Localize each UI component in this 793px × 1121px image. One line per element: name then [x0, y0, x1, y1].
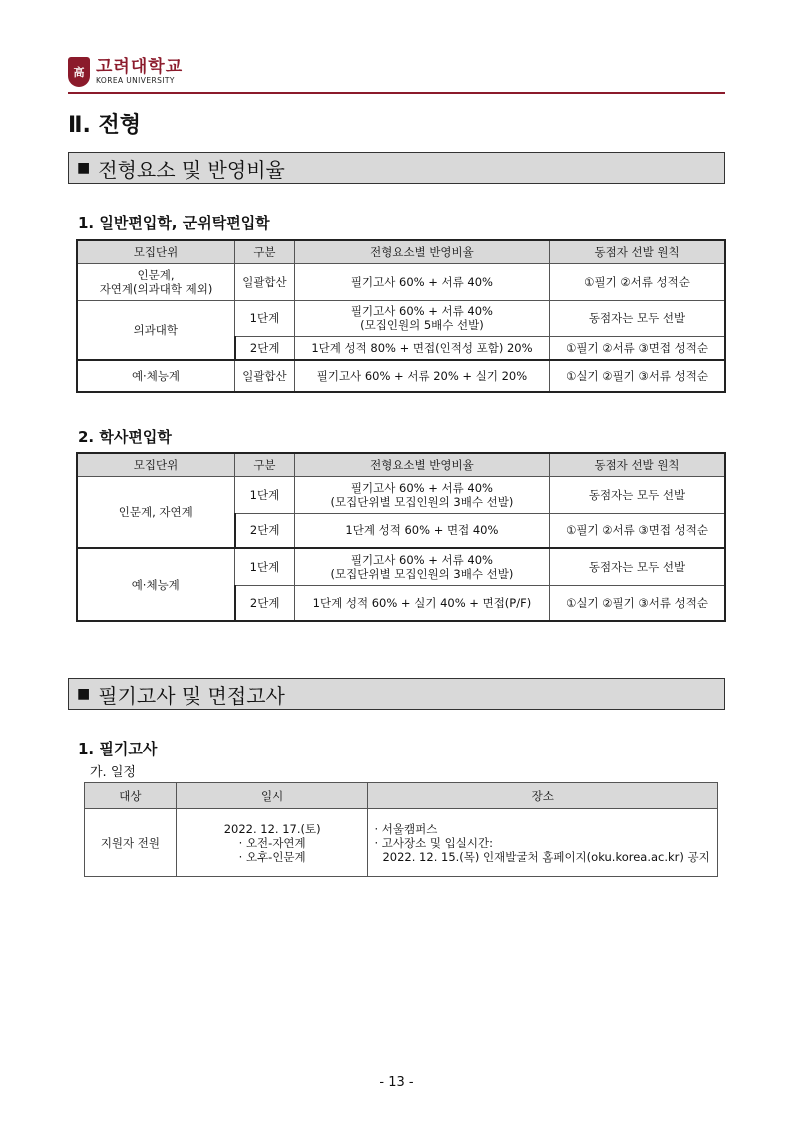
ratio-cell [294, 476, 549, 513]
table-row [77, 300, 725, 336]
place-line: 2022. 12. 15.(목) 인재발굴처 홈페이지(oku.korea.ac.kr) 공지 [382, 849, 710, 864]
item-title-schedule: 가. 일정 [90, 765, 136, 780]
date-line: 2022. 12. 17.(토) [223, 821, 321, 836]
unit-cell [77, 263, 235, 300]
type-cell: 1단계 [235, 300, 295, 336]
ratio-cell: 1단계 성적 60% + 면접 40% [294, 513, 549, 548]
column-header: 전형요소별 반영비율 [294, 240, 549, 263]
date-line: · 오전-자연계 [238, 835, 306, 850]
type-cell: 2단계 [235, 585, 295, 621]
logo-name-ko: 고려대학교 [96, 57, 184, 77]
ratio-line: (모집단위별 모집인원의 3배수 선발) [330, 566, 514, 581]
university-seal-icon: 高 [68, 57, 90, 87]
table-header-row [85, 783, 718, 809]
type-cell: 1단계 [235, 548, 295, 585]
table-row [77, 360, 725, 392]
logo-name-en: KOREA UNIVERSITY [96, 76, 175, 85]
type-cell: 일괄합산 [235, 263, 295, 300]
ratio-line: 필기고사 60% + 서류 40% [350, 480, 493, 495]
written-exam-schedule-table [84, 782, 718, 877]
column-header: 동점자 선발 원칙 [550, 240, 725, 263]
ratio-line: (모집단위별 모집인원의 3배수 선발) [330, 494, 514, 509]
subsection-title-written-exam: 1. 필기고사 [78, 740, 158, 758]
tie-rule-cell: ①필기 ②서류 성적순 [550, 263, 725, 300]
table-row [85, 809, 718, 877]
column-header: 모집단위 [77, 453, 235, 476]
place-line: · 서울캠퍼스 [374, 821, 438, 836]
column-header: 대상 [85, 783, 177, 809]
page-number: - 13 - [379, 1075, 414, 1090]
section-heading-exams [68, 678, 725, 710]
table-row [77, 263, 725, 300]
section-title: 필기고사 및 면접고사 [98, 683, 285, 708]
tie-rule-cell: ①필기 ②서류 ③면접 성적순 [550, 336, 725, 360]
section-heading-selection-ratio [68, 152, 725, 184]
table-row [77, 548, 725, 585]
type-cell: 2단계 [235, 513, 295, 548]
column-header: 일시 [176, 783, 368, 809]
ratio-line: (모집인원의 5배수 선발) [360, 318, 484, 332]
square-bullet-icon: ■ [77, 686, 91, 702]
date-line: · 오후-인문계 [238, 849, 306, 864]
logo-text [96, 58, 183, 86]
type-cell: 2단계 [235, 336, 295, 360]
ratio-cell: 필기고사 60% + 서류 20% + 실기 20% [294, 360, 549, 392]
column-header: 동점자 선발 원칙 [550, 453, 725, 476]
tie-rule-cell: ①실기 ②필기 ③서류 성적순 [550, 585, 725, 621]
tie-rule-cell: 동점자는 모두 선발 [550, 300, 725, 336]
subsection-title-bachelor-transfer: 2. 학사편입학 [78, 428, 172, 446]
tie-rule-cell: ①필기 ②서류 ③면접 성적순 [550, 513, 725, 548]
column-header: 구분 [235, 240, 295, 263]
tie-rule-cell: 동점자는 모두 선발 [550, 548, 725, 585]
unit-cell: 예·체능계 [77, 548, 235, 621]
ratio-cell [294, 300, 549, 336]
column-header: 모집단위 [77, 240, 235, 263]
general-transfer-table [76, 239, 726, 393]
table-header-row [77, 240, 725, 263]
section-title: 전형요소 및 반영비율 [98, 157, 285, 182]
university-logo [68, 56, 183, 88]
type-cell: 일괄합산 [235, 360, 295, 392]
unit-line: 자연계(의과대학 제외) [99, 281, 213, 296]
type-cell: 1단계 [235, 476, 295, 513]
unit-cell: 예·체능계 [77, 360, 235, 392]
table-row [77, 476, 725, 513]
unit-cell: 의과대학 [77, 300, 235, 360]
column-header: 장소 [368, 783, 718, 809]
ratio-cell: 1단계 성적 60% + 실기 40% + 면접(P/F) [294, 585, 549, 621]
chapter-title: Ⅱ. 전형 [68, 113, 142, 138]
header-rule [68, 92, 725, 94]
date-cell [176, 809, 368, 877]
ratio-line: 필기고사 60% + 서류 40% [350, 304, 493, 318]
ratio-cell: 1단계 성적 80% + 면접(인적성 포함) 20% [294, 336, 549, 360]
unit-line: 인문계, [137, 267, 175, 282]
tie-rule-cell: ①실기 ②필기 ③서류 성적순 [550, 360, 725, 392]
unit-cell: 인문계, 자연계 [77, 476, 235, 548]
ratio-cell: 필기고사 60% + 서류 40% [294, 263, 549, 300]
bachelor-transfer-table [76, 452, 726, 622]
place-line: · 고사장소 및 입실시간: [374, 835, 493, 850]
subsection-title-general-transfer: 1. 일반편입학, 군위탁편입학 [78, 214, 270, 232]
tie-rule-cell: 동점자는 모두 선발 [550, 476, 725, 513]
column-header: 전형요소별 반영비율 [294, 453, 549, 476]
ratio-cell [294, 548, 549, 585]
table-header-row [77, 453, 725, 476]
ratio-line: 필기고사 60% + 서류 40% [350, 552, 493, 567]
target-cell: 지원자 전원 [85, 809, 177, 877]
place-cell [368, 809, 718, 877]
square-bullet-icon: ■ [77, 160, 91, 176]
column-header: 구분 [235, 453, 295, 476]
